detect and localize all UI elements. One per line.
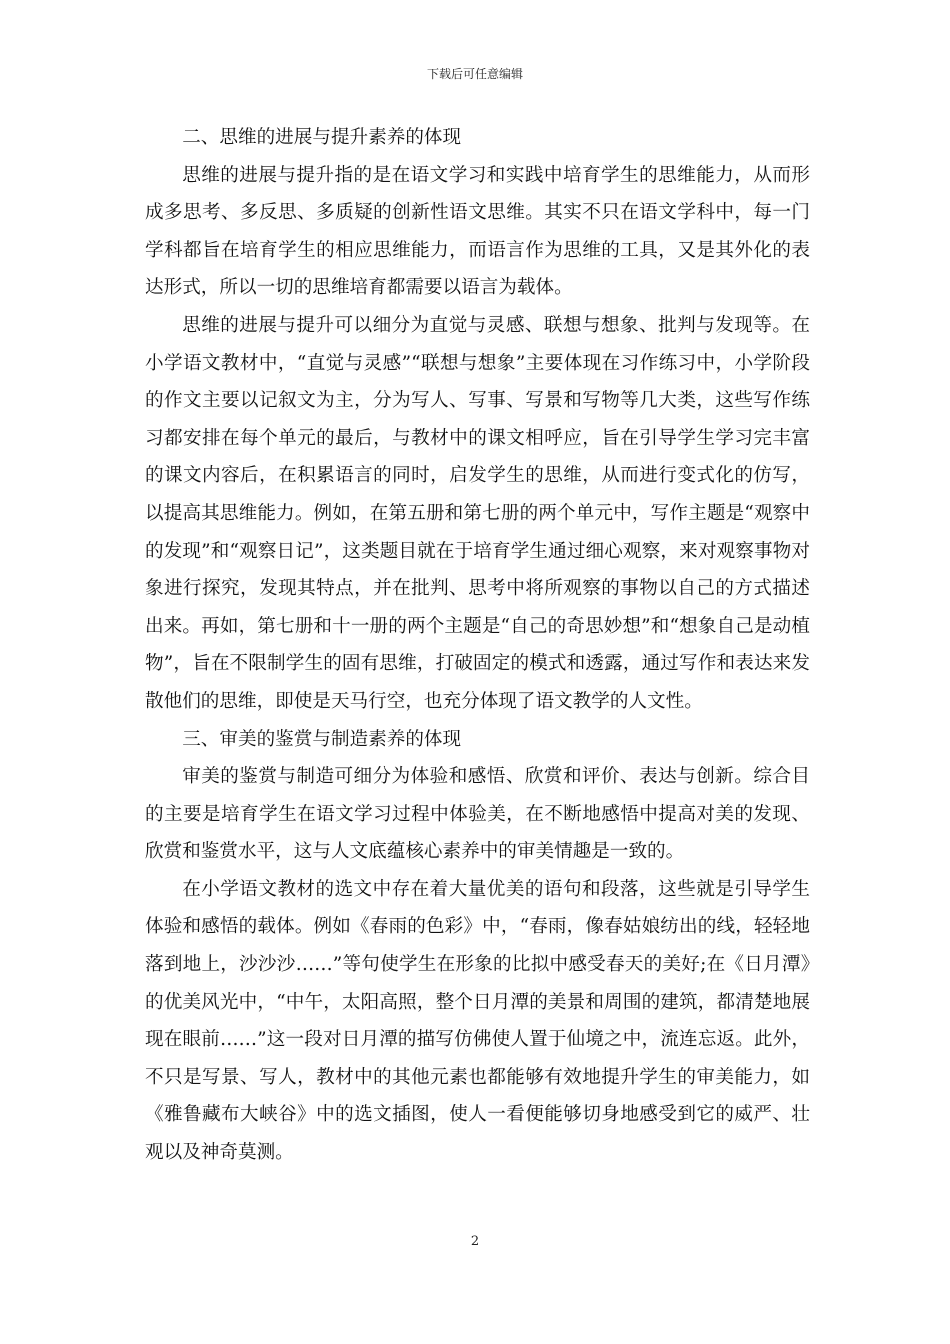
section-heading-aesthetics: 三、审美的鉴赏与制造素养的体现 — [182, 728, 462, 750]
paragraph-aesthetics-examples: 在小学语文教材的选文中存在着大量优美的语句和段落，这些就是引导学生体验和感悟的载体。例如《春雨的色彩》中，“春雨，像春姑娘纺出的线，轻轻地落到地上，沙沙沙……”等句使学生在形象的比拟中感受春天的美好;在《日月潭》的优美风光中，“中午，太阳高照，整个日月潭的美景和周围的建筑，都清楚地展现在眼前……”这一段对日月潭的描写仿佛使人置于仙境之中，流连忘返。此外，不只是写景、写人，教材中的其他元素也都能够有效地提升学生的审美能力，如《雅鲁藏布大峡谷》中的选文插图，使人一看便能够切身地感受到它的威严、壮观以及神奇莫测。 — [145, 878, 810, 1164]
paragraph-thinking-definition: 思维的进展与提升指的是在语文学习和实践中培育学生的思维能力，从而形成多思考、多反思、多质疑的创新性语文思维。其实不只在语文学科中，每一门学科都旨在培育学生的相应思维能力，而语言作为思维的工具，又是其外化的表达形式，所以一切的思维培育都需要以语言为载体。 — [145, 164, 810, 299]
paragraph-thinking-examples: 思维的进展与提升可以细分为直觉与灵感、联想与想象、批判与发现等。在小学语文教材中，“直觉与灵感”“联想与想象”主要体现在习作练习中，小学阶段的作文主要以记叙文为主，分为写人、写事、写景和写物等几大类，这些写作练习都安排在每个单元的最后，与教材中的课文相呼应，旨在引导学生学习完丰富的课文内容后，在积累语言的同时，启发学生的思维，从而进行变式化的仿写，以提高其思维能力。例如，在第五册和第七册的两个单元中，写作主题是“观察中的发现”和“观察日记”，这类题目就在于培育学生通过细心观察，来对观察事物对象进行探究，发现其特点，并在批判、思考中将所观察的事物以自己的方式描述出来。再如，第七册和十一册的两个主题是“自己的奇思妙想”和“想象自己是动植物”，旨在不限制学生的固有思维，打破固定的模式和透露，通过写作和表达来发散他们的思维，即使是天马行空，也充分体现了语文教学的人文性。 — [145, 314, 810, 712]
document-body — [145, 119, 810, 1172]
paragraph-aesthetics-definition: 审美的鉴赏与制造可细分为体验和感悟、欣赏和评价、表达与创新。综合目的主要是培育学生在语文学习过程中体验美，在不断地感悟中提高对美的发现、欣赏和鉴赏水平，这与人文底蕴核心素养中的审美情趣是一致的。 — [145, 766, 810, 863]
section-heading-thinking: 二、思维的进展与提升素养的体现 — [182, 127, 462, 148]
page-header: 下载后可任意编辑 — [426, 67, 523, 81]
page-number: 2 — [470, 1234, 480, 1249]
